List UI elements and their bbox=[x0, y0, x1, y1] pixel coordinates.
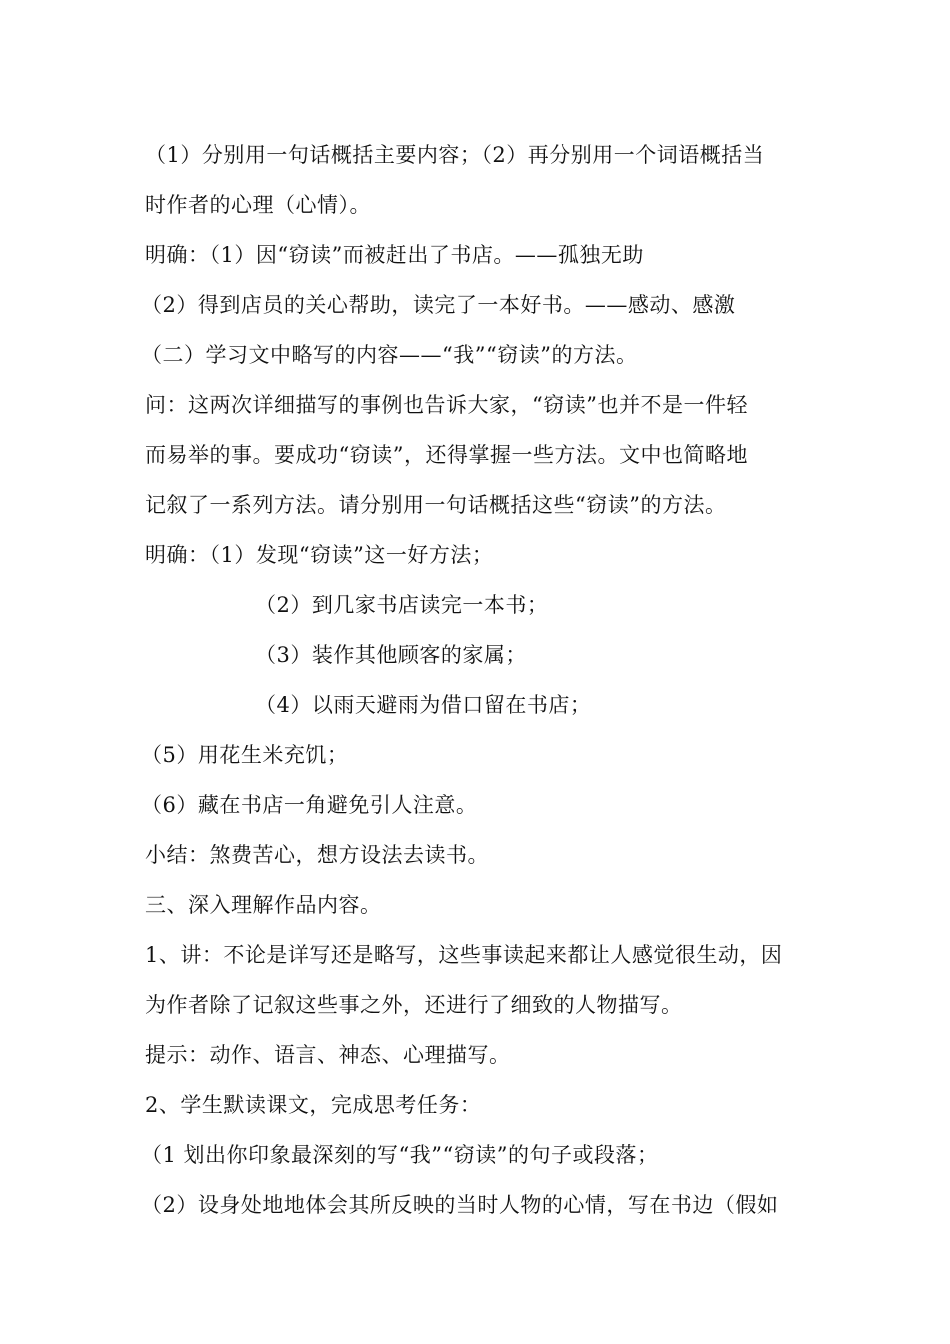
paragraph-line: 提示：动作、语言、神态、心理描写。 bbox=[145, 1043, 511, 1067]
paragraph-line: 时作者的心理（心情）。 bbox=[145, 193, 371, 217]
paragraph-line: （1）分别用一句话概括主要内容；（2）再分别用一个词语概括当 bbox=[145, 143, 765, 167]
list-item: （4）以雨天避雨为借口留在书店； bbox=[255, 693, 592, 717]
paragraph-line: 问：这两次详细描写的事例也告诉大家，“窃读”也并不是一件轻 bbox=[145, 393, 748, 417]
paragraph-line: 2、学生默读课文，完成思考任务： bbox=[145, 1093, 482, 1117]
list-item: （1 划出你印象最深刻的写“我”“窃读”的句子或段落； bbox=[141, 1143, 659, 1167]
list-item: （3）装作其他顾客的家属； bbox=[255, 643, 527, 667]
paragraph-line: 1、讲：不论是详写还是略写，这些事读起来都让人感觉很生动，因 bbox=[145, 943, 783, 967]
summary-line: 小结：煞费苦心，想方设法去读书。 bbox=[145, 843, 489, 867]
list-item: （5）用花生米充饥； bbox=[141, 743, 349, 767]
list-item: 明确：（1）发现“窃读”这一好方法； bbox=[145, 543, 494, 567]
paragraph-line: 而易举的事。要成功“窃读”，还得掌握一些方法。文中也简略地 bbox=[145, 443, 748, 467]
paragraph-line: （2）得到店员的关心帮助，读完了一本好书。——感动、感激 bbox=[141, 293, 736, 317]
paragraph-line: 为作者除了记叙这些事之外，还进行了细致的人物描写。 bbox=[145, 993, 683, 1017]
list-item: （2）到几家书店读完一本书； bbox=[255, 593, 549, 617]
list-item: （2）设身处地地体会其所反映的当时人物的心情，写在书边（假如 bbox=[141, 1193, 779, 1217]
paragraph-line: 明确：（1）因“窃读”而被赶出了书店。——孤独无助 bbox=[145, 243, 644, 267]
list-item: （6）藏在书店一角避免引人注意。 bbox=[141, 793, 478, 817]
document-body bbox=[141, 130, 810, 1230]
section-heading: （二）学习文中略写的内容——“我”“窃读”的方法。 bbox=[141, 343, 638, 367]
paragraph-line: 记叙了一系列方法。请分别用一句话概括这些“窃读”的方法。 bbox=[145, 493, 727, 517]
section-heading: 三、深入理解作品内容。 bbox=[145, 893, 382, 917]
